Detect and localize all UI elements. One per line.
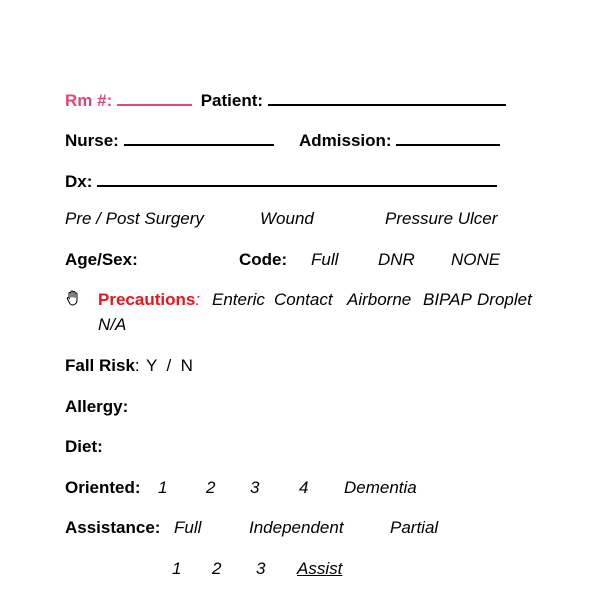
admission-field[interactable] xyxy=(396,128,500,146)
code-option-none[interactable]: NONE xyxy=(451,250,501,269)
oriented-option-dementia[interactable]: Dementia xyxy=(344,478,417,497)
oriented-label: Oriented: xyxy=(65,478,141,497)
diet-label: Diet: xyxy=(65,437,103,456)
fall-risk-row xyxy=(65,356,140,376)
assist-level-2[interactable]: 2 xyxy=(212,559,222,578)
assistance-option-partial[interactable]: Partial xyxy=(390,518,439,537)
assistance-option-full[interactable]: Full xyxy=(174,518,202,537)
room-label: Rm #: xyxy=(65,91,113,110)
code-label: Code: xyxy=(239,250,288,269)
precautions-row xyxy=(98,290,200,310)
oriented-option-3[interactable]: 3 xyxy=(250,478,260,497)
option-wound[interactable]: Wound xyxy=(260,209,314,228)
option-pre-post-surgery[interactable]: Pre / Post Surgery xyxy=(65,209,204,228)
patient-label: Patient: xyxy=(200,91,264,110)
admission-label: Admission: xyxy=(299,131,392,150)
assist-word[interactable]: Assist xyxy=(297,559,343,578)
precaution-option-enteric[interactable]: Enteric xyxy=(212,290,265,309)
nurse-label: Nurse: xyxy=(65,131,119,150)
assistance-label: Assistance: xyxy=(65,518,161,537)
patient-field[interactable] xyxy=(268,88,506,106)
nurse-group xyxy=(65,128,274,151)
fall-risk-colon: : xyxy=(134,356,140,375)
room-patient-row xyxy=(65,88,506,111)
age-sex-label: Age/Sex: xyxy=(65,250,138,269)
fall-risk-label: Fall Risk xyxy=(65,356,135,375)
code-option-dnr[interactable]: DNR xyxy=(378,250,415,269)
option-pressure-ulcer[interactable]: Pressure Ulcer xyxy=(385,209,498,228)
dx-row xyxy=(65,169,497,192)
oriented-option-2[interactable]: 2 xyxy=(206,478,216,497)
oriented-option-4[interactable]: 4 xyxy=(299,478,309,497)
code-option-full[interactable]: Full xyxy=(311,250,339,269)
assist-level-1[interactable]: 1 xyxy=(172,559,182,578)
room-field[interactable] xyxy=(117,88,192,106)
admission-group xyxy=(299,128,500,151)
assist-level-3[interactable]: 3 xyxy=(256,559,266,578)
precaution-option-airborne[interactable]: Airborne xyxy=(347,290,412,309)
precautions-label: Precautions xyxy=(98,290,196,309)
precaution-option-na[interactable]: N/A xyxy=(98,315,127,334)
precaution-option-contact[interactable]: Contact xyxy=(274,290,333,309)
precautions-colon: : xyxy=(195,290,201,309)
assistance-option-independent[interactable]: Independent xyxy=(249,518,344,537)
oriented-option-1[interactable]: 1 xyxy=(158,478,168,497)
hand-icon xyxy=(66,290,80,306)
dx-label: Dx: xyxy=(65,172,93,191)
precaution-option-bipap[interactable]: BIPAP xyxy=(423,290,472,309)
fall-risk-options[interactable]: Y / N xyxy=(146,356,193,375)
precaution-option-droplet[interactable]: Droplet xyxy=(477,290,532,309)
allergy-label: Allergy: xyxy=(65,397,129,416)
dx-field[interactable] xyxy=(97,169,497,187)
nurse-field[interactable] xyxy=(124,128,274,146)
